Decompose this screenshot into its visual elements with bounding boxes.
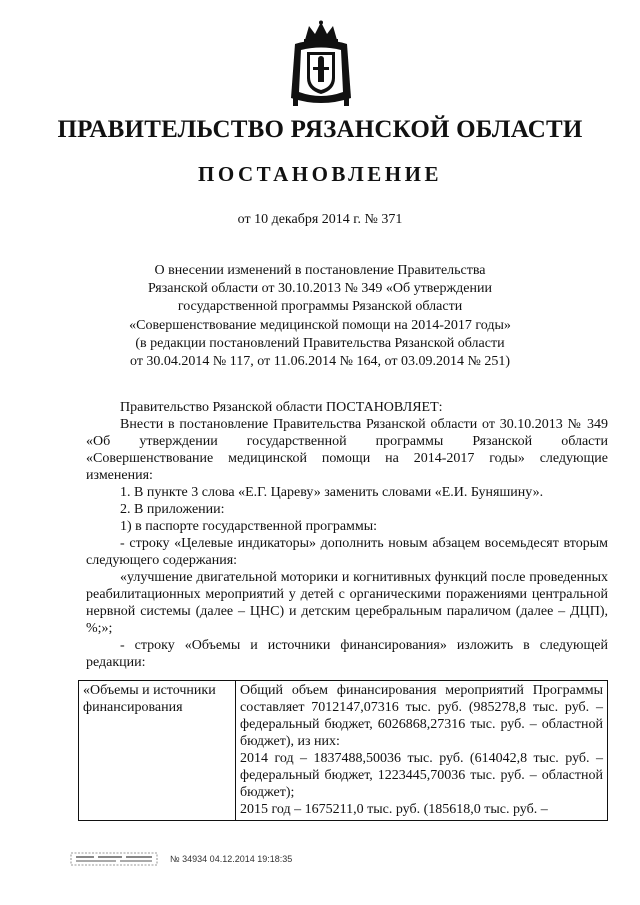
paragraph: - строку «Объемы и источники финансирования» изложить в следующей редакции: — [86, 638, 608, 670]
table-cell: «Объемы и источники финансирования — [79, 681, 236, 821]
page-footer — [70, 851, 370, 869]
paragraph: - строку «Целевые индикаторы» дополнить новым абзацем восемьдесят вторым следующего содержания: — [86, 536, 608, 568]
cell-paragraph: 2014 год – 1837488,50036 тыс. руб. (614042,8 тыс. руб. – федеральный бюджет, 1223445,70036 тыс. руб. – областной бюджет); — [240, 751, 603, 800]
paragraph: 2. В приложении: — [120, 502, 225, 517]
coat-of-arms-icon — [287, 20, 355, 108]
paragraph: «улучшение двигательной моторики и когнитивных функций после проведенных реабилитационных мероприятий у детей с органическими поражениями центральной нервной системы (далее – ЦНС) и детским церебральным параличом (далее – ДЦП), %;»; — [86, 570, 608, 636]
heading-line: Рязанской области от 30.10.2013 № 349 «Об утверждении — [148, 281, 492, 297]
financing-table — [78, 680, 608, 821]
document-heading — [100, 262, 540, 371]
heading-line: О внесении изменений в постановление Правительства — [154, 263, 486, 278]
paragraph: Правительство Рязанской области ПОСТАНОВЛЯЕТ: — [120, 400, 443, 415]
document-stamp-icon — [70, 851, 158, 867]
document-type: ПОСТАНОВЛЕНИЕ — [198, 162, 442, 186]
paragraph: 1) в паспорте государственной программы: — [120, 519, 378, 534]
document-body — [86, 399, 608, 671]
cell-paragraph: 2015 год – 1675211,0 тыс. руб. (185618,0 тыс. руб. – — [240, 802, 548, 817]
document-registration-code: № 34934 04.12.2014 19:18:35 — [170, 854, 293, 864]
document-date: от 10 декабря 2014 г. № 371 — [237, 212, 403, 227]
heading-line: государственной программы Рязанской области — [177, 299, 463, 315]
heading-line: «Совершенствование медицинской помощи на 2014-2017 годы» — [129, 317, 511, 333]
table-row — [79, 681, 608, 821]
heading-line: от 30.04.2014 № 117, от 11.06.2014 № 164, от 03.09.2014 № 251) — [130, 354, 510, 370]
table-cell — [236, 681, 608, 821]
paragraph: Внести в постановление Правительства Рязанской области от 30.10.2013 № 349 «Об утверждении государственной программы Рязанской области «Совершенствование медицинской помощи на 2014-2017 годы» следующие изменения: — [86, 417, 608, 483]
heading-line: (в редакции постановлений Правительства Рязанской области — [135, 335, 505, 351]
paragraph: 1. В пункте 3 слова «Е.Г. Цареву» заменить словами «Е.И. Буняшину». — [120, 485, 544, 500]
page-title: ПРАВИТЕЛЬСТВО РЯЗАНСКОЙ ОБЛАСТИ — [57, 116, 583, 143]
cell-paragraph: Общий объем финансирования мероприятий Программы составляет 7012147,07316 тыс. руб. (985278,8 тыс. руб. – федеральный бюджет, 6026868,27316 тыс. руб. – областной бюджет), из них: — [240, 683, 603, 749]
